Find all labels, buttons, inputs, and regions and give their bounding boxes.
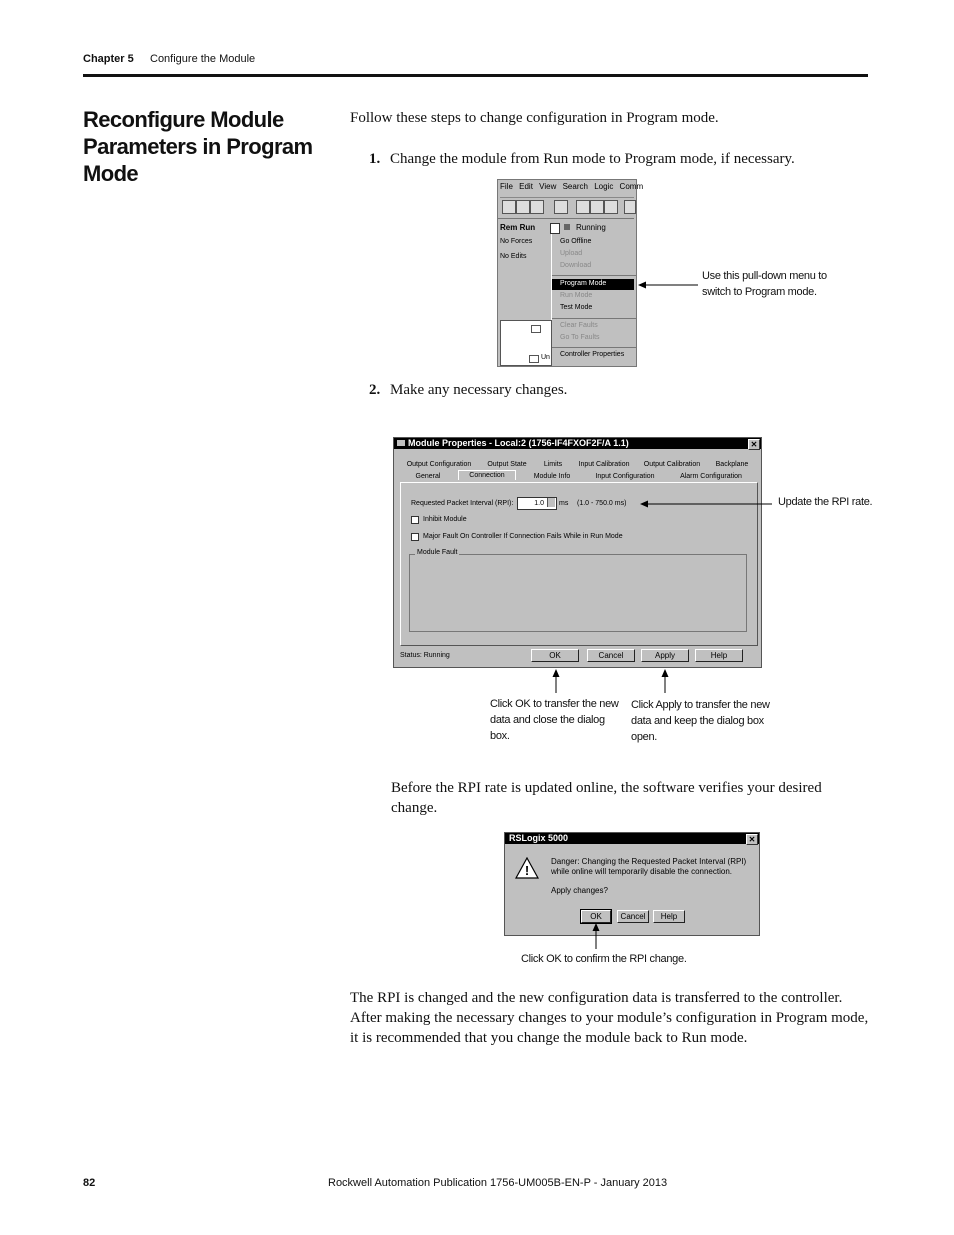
menu-separator xyxy=(552,275,636,276)
step-2-text: Make any necessary changes. xyxy=(390,382,568,398)
dialog-titlebar xyxy=(394,438,761,449)
save-icon[interactable] xyxy=(530,200,544,214)
step-2 xyxy=(369,380,567,400)
chapter-title: Configure the Module xyxy=(150,53,256,65)
tree-item-label[interactable]: Un xyxy=(541,354,550,361)
callout-arrow xyxy=(551,669,561,693)
major-fault-checkbox[interactable] xyxy=(411,533,419,541)
window-icon xyxy=(397,440,405,446)
confirm-message-line1: Danger: Changing the Requested Packet Interval (RPI) xyxy=(551,857,747,866)
callout-arrow xyxy=(591,923,601,949)
copy-icon[interactable] xyxy=(590,200,604,214)
status-text: Status: Running xyxy=(400,652,450,659)
menu-comm[interactable]: Comm xyxy=(619,182,644,191)
new-icon[interactable] xyxy=(502,200,516,214)
inhibit-module-label: Inhibit Module xyxy=(423,516,467,523)
rpi-range: (1.0 - 750.0 ms) xyxy=(577,500,627,507)
apply-button[interactable]: Apply xyxy=(641,649,689,662)
menu-item-controller-properties[interactable]: Controller Properties xyxy=(560,351,625,358)
print-icon[interactable] xyxy=(554,200,568,214)
folder-icon xyxy=(531,325,541,333)
rpi-unit: ms xyxy=(559,500,569,507)
menu-item-download[interactable]: Download xyxy=(560,262,592,269)
menu-item-test-mode[interactable]: Test Mode xyxy=(560,304,593,311)
confirm-question: Apply changes? xyxy=(551,886,608,895)
warning-icon xyxy=(515,857,539,879)
callout-arrow xyxy=(638,280,700,290)
intro-text: Follow these steps to change configuration in Program mode. xyxy=(350,110,719,126)
inhibit-module-checkbox[interactable] xyxy=(411,516,419,524)
module-properties-dialog xyxy=(393,437,762,668)
svg-text:!: ! xyxy=(524,863,530,878)
cut-icon[interactable] xyxy=(576,200,590,214)
tab-output-calibration[interactable]: Output Calibration xyxy=(643,461,701,468)
edits-status: No Edits xyxy=(500,253,527,260)
confirm-cancel-button[interactable]: Cancel xyxy=(617,910,649,923)
menu-view[interactable]: View xyxy=(539,182,557,191)
paste-icon[interactable] xyxy=(604,200,618,214)
rpi-value: 1.0 xyxy=(534,500,544,507)
tab-output-state[interactable]: Output State xyxy=(487,461,527,468)
rpi-label: Requested Packet Interval (RPI): xyxy=(411,500,514,507)
menu-separator xyxy=(552,318,636,319)
menu-item-clear-faults[interactable]: Clear Faults xyxy=(560,322,598,329)
tab-limits[interactable]: Limits xyxy=(543,461,563,468)
controller-dropdown-menu xyxy=(551,234,636,365)
header-rule xyxy=(83,74,868,77)
step-1 xyxy=(369,149,795,169)
dialog-title: Module Properties - Local:2 (1756-IF4FXOF2F/A 1.1) xyxy=(408,438,629,448)
verify-text: Before the RPI rate is updated online, the software verifies your desired change. xyxy=(391,780,822,816)
tab-input-calibration[interactable]: Input Calibration xyxy=(578,461,630,468)
callout-update-rpi: Update the RPI rate. xyxy=(778,496,873,508)
closing-text: The RPI is changed and the new configuration data is transferred to the controller. After making the necessary changes to your module’s configuration in Program mode, it is recommended that you change the module back to Run mode. xyxy=(350,990,869,1046)
running-label: Running xyxy=(576,223,606,232)
major-fault-label: Major Fault On Controller If Connection Fails While in Run Mode xyxy=(423,533,623,540)
mode-dropdown-icon[interactable] xyxy=(550,223,560,234)
tab-module-info[interactable]: Module Info xyxy=(533,473,571,480)
ok-button[interactable]: OK xyxy=(531,649,579,662)
confirm-message-line2: while online will temporarily disable the connection. xyxy=(551,867,732,876)
menu-file[interactable]: File xyxy=(500,182,513,191)
toolbar xyxy=(500,197,634,216)
callout-arrow xyxy=(640,499,774,509)
tab-input-configuration[interactable]: Input Configuration xyxy=(595,473,655,480)
tab-connection[interactable]: Connection xyxy=(458,470,516,480)
menu-item-run-mode[interactable]: Run Mode xyxy=(560,292,593,299)
menu-search[interactable]: Search xyxy=(562,182,588,191)
toolbar-divider xyxy=(498,218,634,219)
project-tree[interactable] xyxy=(500,320,552,366)
menu-logic[interactable]: Logic xyxy=(594,182,614,191)
help-button[interactable]: Help xyxy=(695,649,743,662)
step-1-number: 1. xyxy=(369,151,381,167)
menu-item-go-to-faults[interactable]: Go To Faults xyxy=(560,334,600,341)
confirm-help-button[interactable]: Help xyxy=(653,910,685,923)
module-fault-label: Module Fault xyxy=(417,549,458,556)
confirm-dialog xyxy=(504,832,760,936)
menu-edit[interactable]: Edit xyxy=(519,182,533,191)
tab-alarm-configuration[interactable]: Alarm Configuration xyxy=(680,473,742,480)
rpi-spinner-icon[interactable] xyxy=(547,498,555,507)
confirm-title: RSLogix 5000 xyxy=(509,833,569,843)
controller-menu-screenshot xyxy=(497,179,644,367)
menu-item-upload[interactable]: Upload xyxy=(560,250,583,257)
step-1-text: Change the module from Run mode to Program mode, if necessary. xyxy=(390,151,795,167)
confirm-ok-button[interactable]: OK xyxy=(581,910,611,923)
callout-confirm: Click OK to confirm the RPI change. xyxy=(521,953,687,965)
page-number: 82 xyxy=(83,1177,96,1189)
forces-status: No Forces xyxy=(500,238,533,245)
tab-output-configuration[interactable]: Output Configuration xyxy=(406,461,472,468)
callout-program-mode: Use this pull-down menu to switch to Program mode. xyxy=(702,270,827,298)
section-title: Reconfigure Module Parameters in Program Mode xyxy=(83,107,313,186)
menu-item-program-mode[interactable]: Program Mode xyxy=(560,280,607,287)
step-2-number: 2. xyxy=(369,382,381,398)
close-icon[interactable]: ✕ xyxy=(746,834,758,845)
mode-status: Rem Run xyxy=(500,223,536,232)
module-fault-group xyxy=(409,554,747,632)
undo-icon[interactable] xyxy=(624,200,636,214)
running-indicator-icon xyxy=(564,224,570,230)
tab-general[interactable]: General xyxy=(415,473,441,480)
callout-apply: Click Apply to transfer the new data and keep the dialog box open. xyxy=(631,699,770,743)
publication-info: Rockwell Automation Publication 1756-UM005B-EN-P - January 2013 xyxy=(328,1177,668,1189)
menu-bar xyxy=(500,182,643,191)
open-icon[interactable] xyxy=(516,200,530,214)
confirm-titlebar xyxy=(505,833,759,844)
callout-arrow xyxy=(660,669,670,693)
menu-separator xyxy=(552,347,636,348)
callout-ok: Click OK to transfer the new data and close the dialog box. xyxy=(490,698,619,742)
tab-backplane[interactable]: Backplane xyxy=(715,461,749,468)
cancel-button[interactable]: Cancel xyxy=(587,649,635,662)
chapter-label: Chapter 5 xyxy=(83,53,134,65)
menu-item-go-offline[interactable]: Go Offline xyxy=(560,238,592,245)
folder-icon xyxy=(529,355,539,363)
close-icon[interactable]: ✕ xyxy=(748,439,760,450)
